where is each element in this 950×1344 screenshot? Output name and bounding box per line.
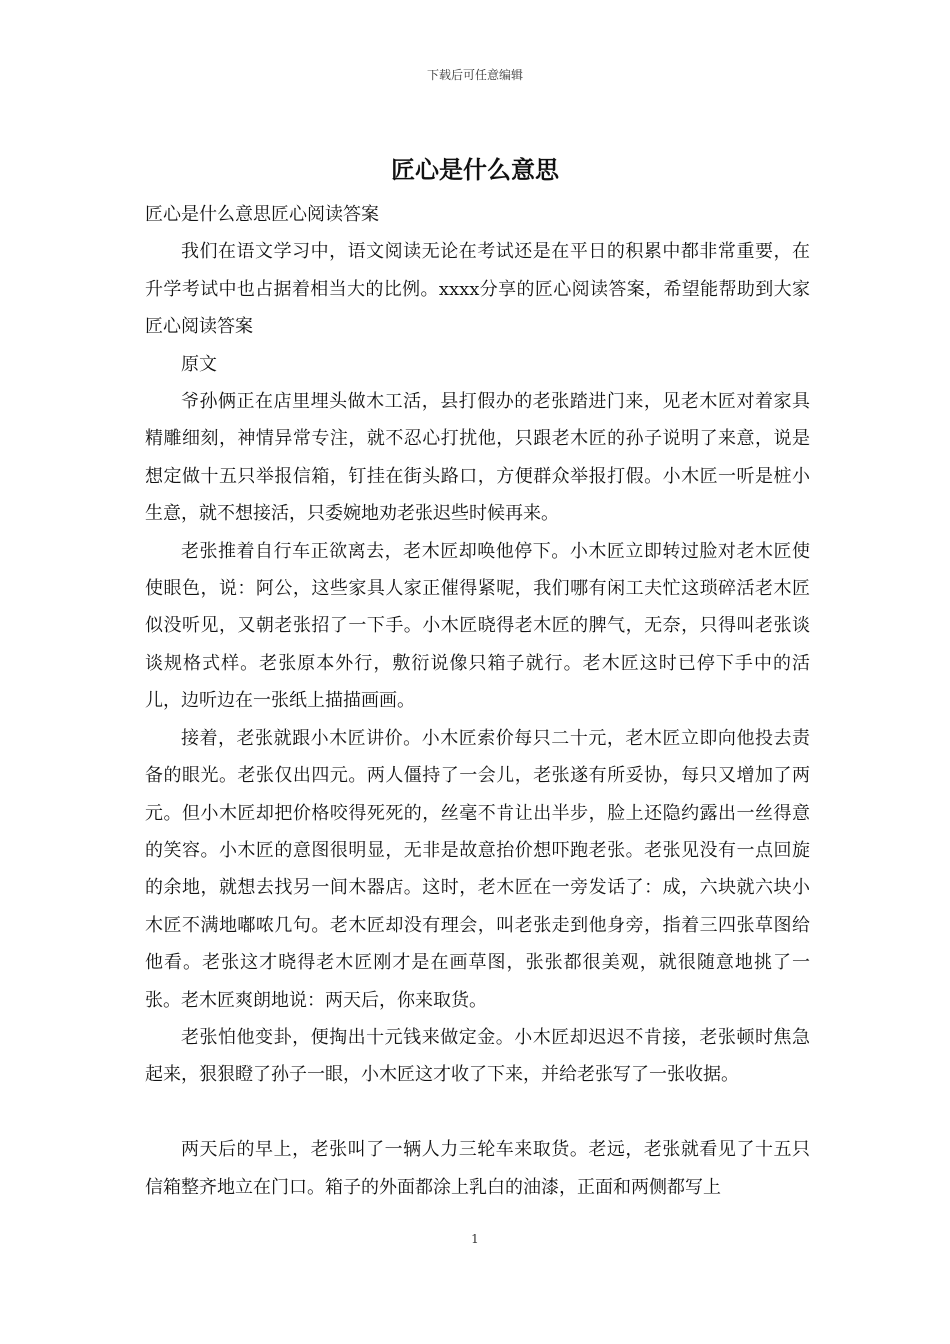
paragraph-story-2: 老张推着自行车正欲离去，老木匠却唤他停下。小木匠立即转过脸对老木匠使使眼色，说：阿公，这些家具人家正催得紧呢，我们哪有闲工夫忙这琐碎活老木匠似没听见，又朝老张招了一下手。小木匠晓得老木匠的脾气，无奈，只得叫老张谈谈规格式样。老张原本外行，敷衍说像只箱子就行。老木匠这时已停下手中的活儿，边听边在一张纸上描描画画。	[145, 540, 810, 712]
paragraph-story-4: 老张怕他变卦，便掏出十元钱来做定金。小木匠却迟迟不肯接，老张顿时焦急起来，狠狠瞪了孙子一眼，小木匠这才收了下来，并给老张写了一张收据。	[145, 1026, 810, 1086]
paragraph-story-1: 爷孙俩正在店里埋头做木工活，县打假办的老张踏进门来，见老木匠对着家具精雕细刻，神情异常专注，就不忍心打扰他，只跟老木匠的孙子说明了来意，说是想定做十五只举报信箱，钉挂在街头路口，方便群众举报打假。小木匠一听是桩小生意，就不想接活，只委婉地劝老张迟些时候再来。	[145, 391, 810, 525]
paragraph-intro: 我们在语文学习中，语文阅读无论在考试还是在平日的积累中都非常重要，在升学考试中也占据着相当大的比例。xxxx分享的匠心阅读答案，希望能帮助到大家匠心阅读答案	[145, 241, 810, 338]
paragraph-story-5: 两天后的早上，老张叫了一辆人力三轮车来取货。老远，老张就看见了十五只信箱整齐地立在门口。箱子的外面都涂上乳白的油漆，正面和两侧都写上	[145, 1139, 810, 1198]
document-subtitle: 匠心是什么意思匠心阅读答案	[145, 204, 379, 225]
document-title: 匠心是什么意思	[391, 155, 559, 184]
paragraph-story-3: 接着，老张就跟小木匠讲价。小木匠索价每只二十元，老木匠立即向他投去责备的眼光。老张仅出四元。两人僵持了一会儿，老张遂有所妥协，每只又增加了两元。但小木匠却把价格咬得死死的，丝毫不肯让出半步，脸上还隐约露出一丝得意的笑容。小木匠的意图很明显，无非是故意抬价想吓跑老张。老张见没有一点回旋的余地，就想去找另一间木器店。这时，老木匠在一旁发话了：成，六块就六块小木匠不满地嘟哝几句。老木匠却没有理会，叫老张走到他身旁，指着三四张草图给他看。老张这才晓得老木匠刚才是在画草图，张张都很美观，就很随意地挑了一张。老木匠爽朗地说：两天后，你来取货。	[145, 727, 810, 1011]
header-note: 下载后可任意编辑	[426, 68, 523, 82]
paragraph-section-heading: 原文	[181, 353, 217, 375]
page-number: 1	[471, 1232, 479, 1246]
document-body	[145, 196, 810, 1206]
